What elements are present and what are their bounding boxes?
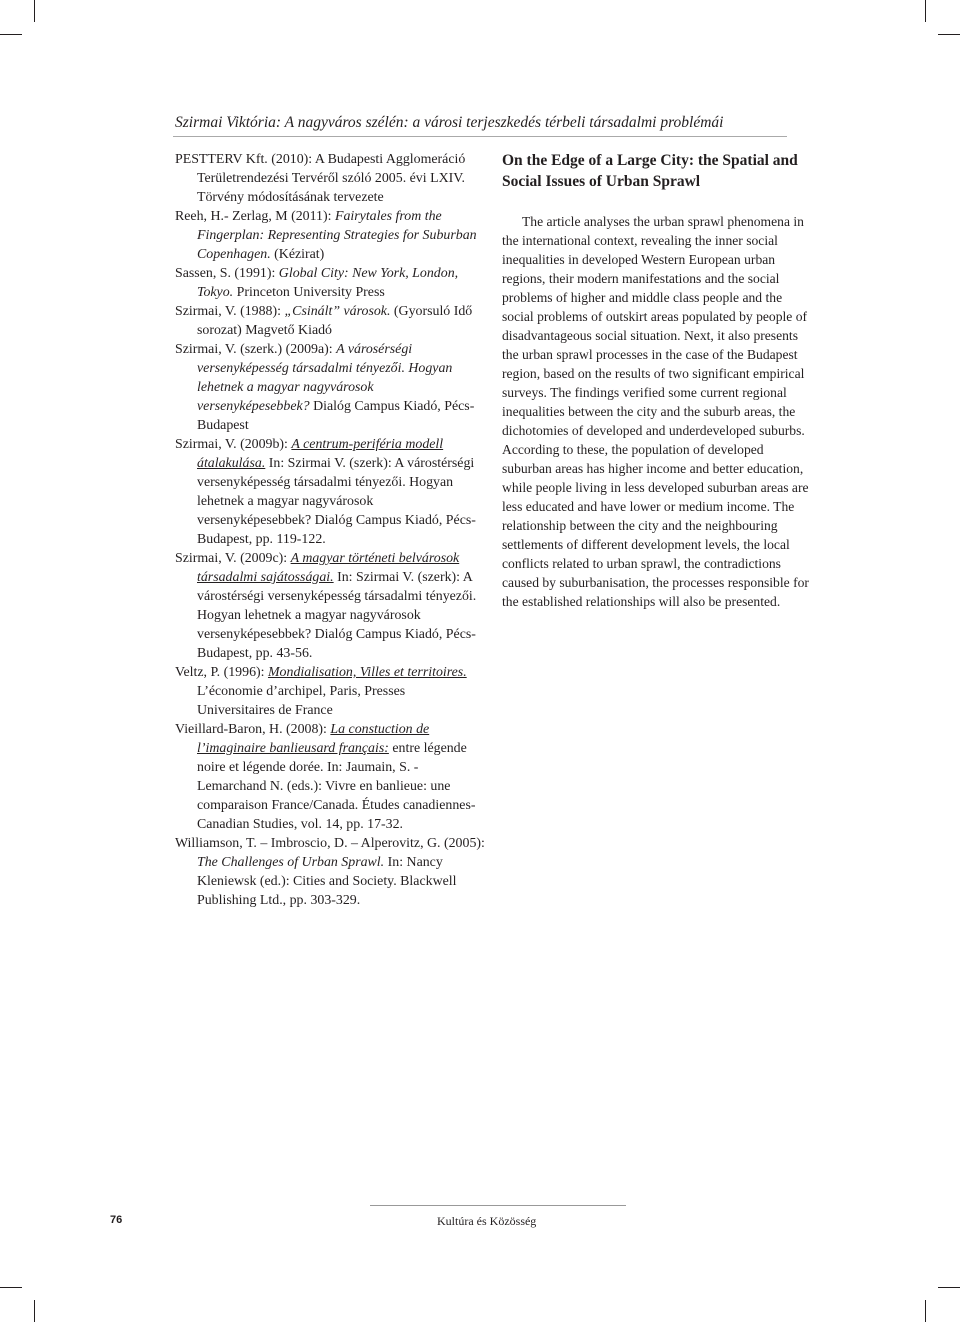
reference-text: Williamson, T. – Imbroscio, D. – Alperovitz, G. (2005):: [175, 836, 485, 851]
reference-title: Global City: New York, London, Tokyo.: [197, 266, 459, 300]
reference-text: entre légende noire et légende dorée. In: Jaumain, S. - Lemarchand N. (eds.): Vivre en banlieue: une comparaison France/Canada. Études canadiennes-Canadian Studies, vol. 14, pp. 17-32.: [197, 741, 476, 832]
reference-text: L’économie d’archipel, Paris, Presses Universitaires de France: [197, 684, 406, 718]
reference-title: A magyar történeti belvárosok társadalmi sajátosságai.: [197, 551, 460, 585]
reference-text: Szirmai, V. (2009c):: [175, 551, 291, 566]
page-number: 76: [110, 1214, 123, 1226]
reference-text: (Kézirat): [270, 247, 325, 262]
reference-text: PESTTERV Kft. (2010): A Budapesti Agglomeráció Területrendezési Tervéről szóló 2005. évi LXIV. Törvény módosításának tervezete: [175, 152, 466, 205]
reference-text: Reeh, H.- Zerlag, M (2011):: [175, 209, 335, 224]
reference-entry: [175, 264, 485, 302]
reference-entry: [175, 340, 485, 435]
reference-entry: [175, 150, 485, 207]
reference-text: Szirmai, V. (1988):: [175, 304, 285, 319]
reference-text: Sassen, S. (1991):: [175, 266, 279, 281]
crop-mark: [34, 0, 35, 22]
crop-mark: [938, 1287, 960, 1288]
reference-text: (Gyorsuló Idő sorozat) Magvető Kiadó: [197, 304, 473, 338]
abstract-body: The article analyses the urban sprawl phenomena in the international context, revealing the inner social inequalities in developed Western European urban regions, their modern manifestations and the social problems of higher and middle class people and the social problems of outskirt areas populated by people of disadvantageous social situation. Next, it also presents the urban sprawl processes in the case of the Budapest region, based on the results of two significant empirical surveys. The findings verified some current regional inequalities between the city and the suburb areas, the dichotomies of developed and underdeveloped suburbs. According to these, the population of developed suburban areas has higher income and better education, while people living in less developed suburban areas are less educated and have lower or medium income. The relationship between the city and the neighbouring settlements of different development levels, the local conflicts related to urban sprawl, the contradictions caused by suburbanisation, the processes responsible for the established relationships will also be presented.: [502, 214, 809, 609]
journal-title: Kultúra és Közösség: [437, 1214, 537, 1228]
reference-entry: [175, 435, 485, 549]
reference-entry: [175, 720, 485, 834]
crop-mark: [0, 34, 22, 35]
reference-text: Veltz, P. (1996):: [175, 665, 268, 680]
reference-title: The Challenges of Urban Sprawl.: [197, 855, 385, 870]
header-rule: [173, 136, 787, 137]
reference-text: Dialóg Campus Kiadó, Pécs-Budapest: [197, 399, 475, 433]
reference-entry: [175, 549, 485, 663]
reference-text: In: Nancy Kleniewsk (ed.): Cities and Society. Blackwell Publishing Ltd., pp. 303-329.: [197, 855, 457, 908]
reference-text: Vieillard-Baron, H. (2008):: [175, 722, 331, 737]
abstract-title: On the Edge of a Large City: the Spatial and Social Issues of Urban Sprawl: [502, 152, 798, 190]
abstract: [502, 150, 814, 611]
running-head: Szirmai Viktória: A nagyváros szélén: a városi terjeszkedés térbeli társadalmi problémái: [175, 114, 724, 131]
reference-text: Szirmai, V. (szerk.) (2009a):: [175, 342, 337, 357]
reference-entry: [175, 663, 485, 720]
reference-text: Szirmai, V. (2009b):: [175, 437, 292, 452]
reference-title: Fairytales from the Fingerplan: Representing Strategies for Suburban Copenhagen.: [197, 209, 477, 262]
reference-text: In: Szirmai V. (szerk): A várostérségi versenyképesség társadalmi tényezői. Hogyan lehetnek a magyar nagyvárosok versenyképesebbek? Dialóg Campus Kiadó, Pécs-Budapest, pp. 119-122.: [197, 456, 476, 547]
footer-rule: [370, 1205, 626, 1206]
crop-mark: [925, 1300, 926, 1322]
reference-title: „Csinált” városok.: [284, 304, 391, 319]
crop-mark: [0, 1287, 22, 1288]
crop-mark: [34, 1300, 35, 1322]
reference-entry: [175, 302, 485, 340]
reference-entry: [175, 834, 485, 910]
reference-text: In: Szirmai V. (szerk): A várostérségi versenyképesség társadalmi tényezői. Hogyan lehetnek a magyar nagyvárosok versenyképesebbek? Dialóg Campus Kiadó, Pécs-Budapest, pp. 43-56.: [197, 570, 477, 661]
reference-title: A centrum-periféria modell átalakulása.: [197, 437, 444, 471]
reference-title: Mondialisation, Villes et territoires.: [267, 665, 467, 680]
reference-title: A városérségi versenyképesség társadalmi tényezői. Hogyan lehetnek a magyar nagyvárosok versenyképesebbek?: [197, 342, 453, 414]
reference-entry: [175, 207, 485, 264]
reference-list: [175, 150, 485, 910]
reference-title: La constuction de l’imaginaire banlieusard français:: [197, 722, 430, 756]
reference-text: Princeton University Press: [233, 285, 385, 300]
crop-mark: [925, 0, 926, 22]
crop-mark: [938, 34, 960, 35]
